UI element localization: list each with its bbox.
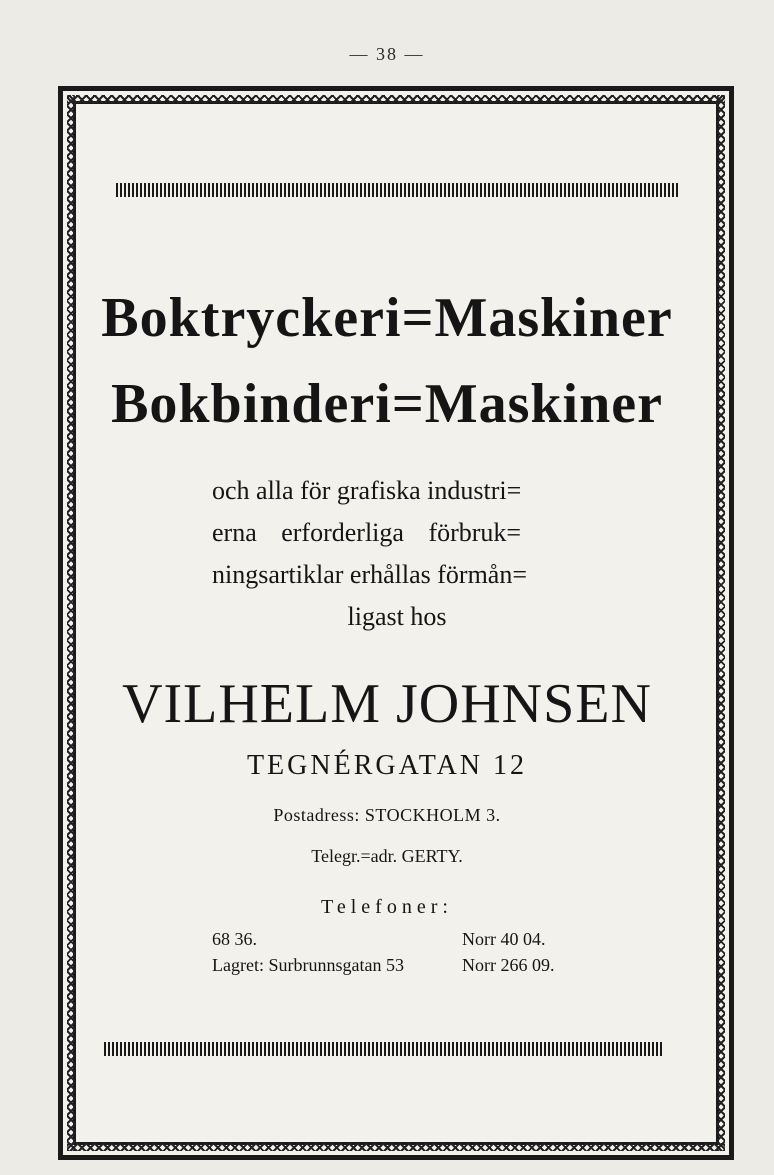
phone-number: Norr 266 09.	[462, 955, 555, 975]
body-paragraph	[212, 470, 572, 638]
border-pattern-left	[67, 95, 75, 1151]
phone-label: Lagret: Surbrunnsgatan 53	[212, 955, 404, 975]
phone-number: Norr 40 04.	[462, 929, 546, 949]
phone-list	[212, 926, 572, 978]
phone-heading: Telefoner:	[321, 896, 453, 918]
body-line: och alla för grafiska industri=	[212, 476, 522, 505]
telegraph-address: Telegr.=adr. GERTY.	[311, 846, 463, 866]
decorative-rule-top	[116, 183, 678, 197]
border-pattern-bottom	[67, 1143, 725, 1151]
border-pattern-top	[67, 95, 725, 103]
phone-row	[212, 926, 572, 952]
body-line: ningsartiklar erhållas förmån=	[212, 560, 527, 589]
headline-boktryckeri: Boktryckeri=Maskiner	[101, 287, 673, 349]
page-number: — 38 —	[349, 44, 425, 64]
phone-label: 68 36.	[212, 929, 257, 949]
decorative-rule-bottom	[104, 1042, 664, 1056]
street-address: TEGNÉRGATAN 12	[246, 750, 528, 781]
phone-row	[212, 952, 572, 978]
body-line: ligast hos	[347, 602, 447, 631]
headline-bokbinderi: Bokbinderi=Maskiner	[111, 373, 663, 435]
border-pattern-right	[717, 95, 725, 1151]
company-name: VILHELM JOHNSEN	[122, 673, 652, 735]
body-line: erna erforderliga förbruk=	[212, 518, 522, 547]
postal-address: Postadress: STOCKHOLM 3.	[273, 805, 501, 825]
